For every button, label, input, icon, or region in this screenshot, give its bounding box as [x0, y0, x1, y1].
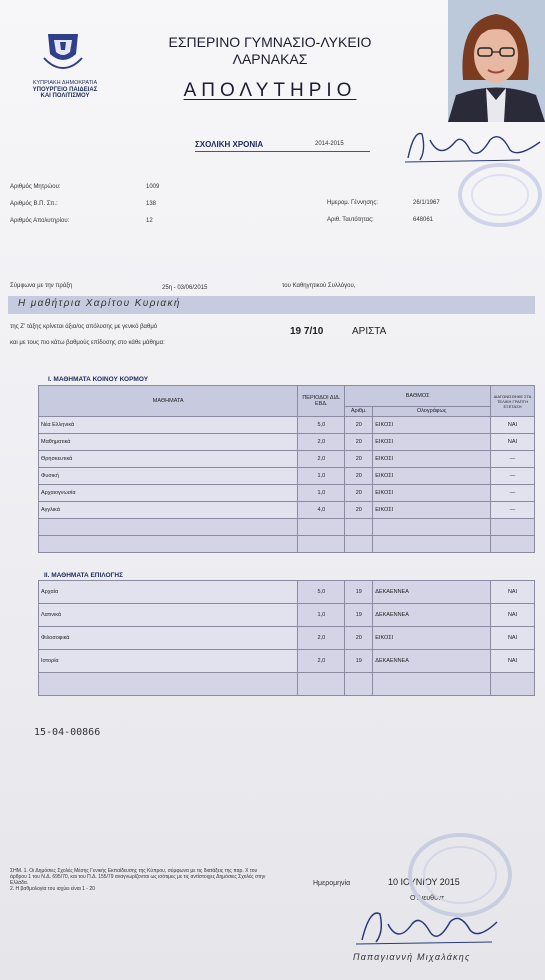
empty-cell	[298, 673, 345, 696]
empty-cell	[373, 519, 491, 536]
empty-cell	[39, 519, 298, 536]
subject-cell: Ιστορία	[39, 650, 298, 673]
periods-cell: 5,0	[298, 417, 345, 434]
ministry-line1: ΚΥΠΡΙΑΚΗ ΔΗΜΟΚΡΑΤΙΑ	[32, 80, 98, 86]
footnotes	[10, 868, 270, 892]
empty-cell	[298, 519, 345, 536]
header-periods: ΠΕΡΙΟΔΟΙ ΔΙΔ. ΕΒΔ.	[298, 386, 345, 417]
periods-cell: 4,0	[298, 502, 345, 519]
periods-cell: 2,0	[298, 434, 345, 451]
subject-cell: Αρχαιογνωσία	[39, 485, 298, 502]
empty-cell	[491, 519, 535, 536]
school-year-value: 2014-2015	[315, 141, 344, 147]
table-row	[39, 485, 535, 502]
date-value: 10 ΙΟΥΝΙΟΥ 2015	[388, 877, 460, 887]
table-row	[39, 581, 535, 604]
official-stamp-top	[455, 160, 545, 230]
school-line2: ΛΑΡΝΑΚΑΣ	[232, 51, 308, 67]
grade-words-cell: ΕΙΚΟΣΙ	[373, 485, 491, 502]
grade-cell: 20	[345, 451, 373, 468]
empty-cell	[39, 536, 298, 553]
empty-cell	[491, 536, 535, 553]
graduation-number-label: Αριθμός Απολυτηρίου:	[10, 218, 70, 224]
exam-cell: ΝΑΙ	[491, 627, 535, 650]
dob-value: 26/1/1967	[413, 200, 440, 206]
table-row	[39, 502, 535, 519]
id-value: 648061	[413, 217, 434, 223]
elective-subjects-table	[38, 580, 535, 696]
overall-grade: 19 7/10	[290, 326, 324, 337]
table-row	[39, 604, 535, 627]
footnote-2: 2. Η βαθμολογία του ισχύει είναι 1 - 20	[10, 886, 95, 892]
grade-cell: 20	[345, 434, 373, 451]
periods-cell: 1,0	[298, 468, 345, 485]
ministry-block	[10, 80, 120, 100]
ministry-line2: ΥΠΟΥΡΓΕΙΟ ΠΑΙΔΕΙΑΣ	[32, 86, 98, 93]
empty-cell	[345, 519, 373, 536]
id-label: Αριθ. Ταυτότητας:	[327, 217, 374, 223]
grade-words-cell: ΕΙΚΟΣΙ	[373, 434, 491, 451]
subject-cell: Θρησκευτικά	[39, 451, 298, 468]
date-label: Ημερομηνία	[313, 880, 351, 887]
footnote-1: ΣΗΜ. 1. Οι Δημόσιες Σχολές Μέσης Γενικής Εκπαίδευσης της Κύπρου, σύμφωνα με τις διατάξεις της παρ. Χ του άρθρου 1 του Ν.Δ. 695/70, και του Π.Δ. 155/79 αναγνωρίζονται ως ισότιμες με τις αντίστοιχες Δημόσιες Σχολές στην Ελλάδα.	[10, 868, 266, 886]
grade-words-cell: ΕΙΚΟΣΙ	[373, 502, 491, 519]
decision-prefix: Σύμφωνα με την πράξη	[10, 283, 73, 289]
exam-cell: —	[491, 468, 535, 485]
subject-cell: Φυσική	[39, 468, 298, 485]
document-title: ΑΠΟΛΥΤΗΡΙΟ	[183, 80, 357, 101]
grade-cell: 19	[345, 650, 373, 673]
result-line2: και με τους πιο κάτω βαθμούς επίδοσης στο κάθε μάθημα:	[10, 340, 165, 346]
grade-words-cell: ΔΕΚΑΕΝΝΕΑ	[373, 650, 491, 673]
exam-cell: ΝΑΙ	[491, 434, 535, 451]
header-grade: ΒΑΘΜΟΣ	[345, 386, 491, 407]
grade-words-cell: ΔΕΚΑΕΝΝΕΑ	[373, 604, 491, 627]
subject-cell: Αρχαία	[39, 581, 298, 604]
cyprus-emblem-icon	[38, 30, 88, 70]
subject-cell: Λατινικά	[39, 604, 298, 627]
decision-suffix: του Καθηγητικού Συλλόγου,	[282, 283, 356, 289]
core-subjects-table	[38, 385, 535, 553]
bp-label: Αριθμός Β.Π. Σπ.:	[10, 201, 58, 207]
table-row	[39, 451, 535, 468]
empty-row	[39, 536, 535, 553]
grade-cell: 20	[345, 468, 373, 485]
subject-cell: Νέα Ελληνικά	[39, 417, 298, 434]
periods-cell: 2,0	[298, 627, 345, 650]
grade-cell: 20	[345, 485, 373, 502]
periods-cell: 2,0	[298, 650, 345, 673]
table-row	[39, 417, 535, 434]
exam-cell: ΝΑΙ	[491, 604, 535, 627]
school-year-label: ΣΧΟΛΙΚΗ ΧΡΟΝΙΑ	[195, 140, 264, 149]
header-grade-num: Αριθμ.	[345, 406, 373, 416]
grade-words-cell: ΕΙΚΟΣΙ	[373, 627, 491, 650]
grade-cell: 19	[345, 581, 373, 604]
exam-cell: ΝΑΙ	[491, 417, 535, 434]
director-label: Ο Διευθυντ	[410, 895, 445, 902]
header-grade-words: Ολογράφως	[373, 406, 491, 416]
ministry-line3: ΚΑΙ ΠΟΛΙΤΙΣΜΟΥ	[40, 93, 90, 99]
table-row	[39, 434, 535, 451]
subject-cell: Μαθηματικά	[39, 434, 298, 451]
director-signature	[352, 900, 502, 950]
subject-cell: Φιλοσοφικά	[39, 627, 298, 650]
registry-value: 1009	[146, 184, 160, 190]
empty-row	[39, 519, 535, 536]
grade-words-cell: ΕΙΚΟΣΙ	[373, 468, 491, 485]
empty-cell	[39, 673, 298, 696]
periods-cell: 2,0	[298, 451, 345, 468]
empty-cell	[491, 673, 535, 696]
school-name	[150, 34, 390, 68]
grade-cell: 20	[345, 417, 373, 434]
periods-cell: 5,0	[298, 581, 345, 604]
grade-cell: 20	[345, 502, 373, 519]
empty-row	[39, 673, 535, 696]
graduation-number-value: 12	[146, 218, 153, 224]
table-row	[39, 468, 535, 485]
school-year-underline	[195, 151, 370, 152]
periods-cell: 1,0	[298, 485, 345, 502]
empty-cell	[345, 536, 373, 553]
subject-cell: Αγγλικά	[39, 502, 298, 519]
exam-cell: —	[491, 502, 535, 519]
elective-section-title: ΙΙ. ΜΑΘΗΜΑΤΑ ΕΠΙΛΟΓΗΣ	[44, 572, 124, 579]
grade-cell: 19	[345, 604, 373, 627]
empty-cell	[298, 536, 345, 553]
exam-cell: ΝΑΙ	[491, 650, 535, 673]
student-photo	[448, 0, 545, 122]
grade-words-cell: ΕΙΚΟΣΙ	[373, 451, 491, 468]
bp-value: 138	[146, 201, 157, 207]
decision-act: 25η - 03/06/2015	[162, 285, 208, 291]
grade-words-cell: ΔΕΚΑΕΝΝΕΑ	[373, 581, 491, 604]
exam-cell: —	[491, 451, 535, 468]
overall-grade-word: ΑΡΙΣΤΑ	[352, 326, 387, 337]
table-row	[39, 627, 535, 650]
empty-cell	[373, 536, 491, 553]
table-row	[39, 650, 535, 673]
periods-cell: 1,0	[298, 604, 345, 627]
empty-cell	[373, 673, 491, 696]
exam-cell: ΝΑΙ	[491, 581, 535, 604]
registry-label: Αριθμός Μητρώου:	[10, 184, 61, 190]
header-exam: ΔΙΑΓΩΝΙΣΘΗΚΕ ΣΤΑ ΤΕΛΙΚΗ ΓΡΑΠΤΗ ΕΞΕΤΑΣΗ	[491, 386, 535, 417]
header-subjects: ΜΑΘΗΜΑΤΑ	[39, 386, 298, 417]
school-line1: ΕΣΠΕΡΙΝΟ ΓΥΜΝΑΣΙΟ-ΛΥΚΕΙΟ	[168, 34, 372, 50]
student-name: Η μαθήτρια Χαρίτου Κυριακή	[18, 298, 181, 309]
exam-cell: —	[491, 485, 535, 502]
grade-cell: 20	[345, 627, 373, 650]
dob-label: Ημερομ. Γέννησης:	[327, 200, 378, 206]
director-name: Παπαγιαννή Μιχαλάκης	[353, 952, 471, 962]
empty-cell	[345, 673, 373, 696]
grade-words-cell: ΕΙΚΟΣΙ	[373, 417, 491, 434]
core-section-title: Ι. ΜΑΘΗΜΑΤΑ ΚΟΙΝΟΥ ΚΟΡΜΟΥ	[48, 376, 149, 383]
result-line1: της Ζ' τάξης κρίνεται άξια/ος απόλυσης με γενικό βαθμό	[10, 324, 158, 330]
serial-number: 15-04-00866	[34, 727, 101, 738]
